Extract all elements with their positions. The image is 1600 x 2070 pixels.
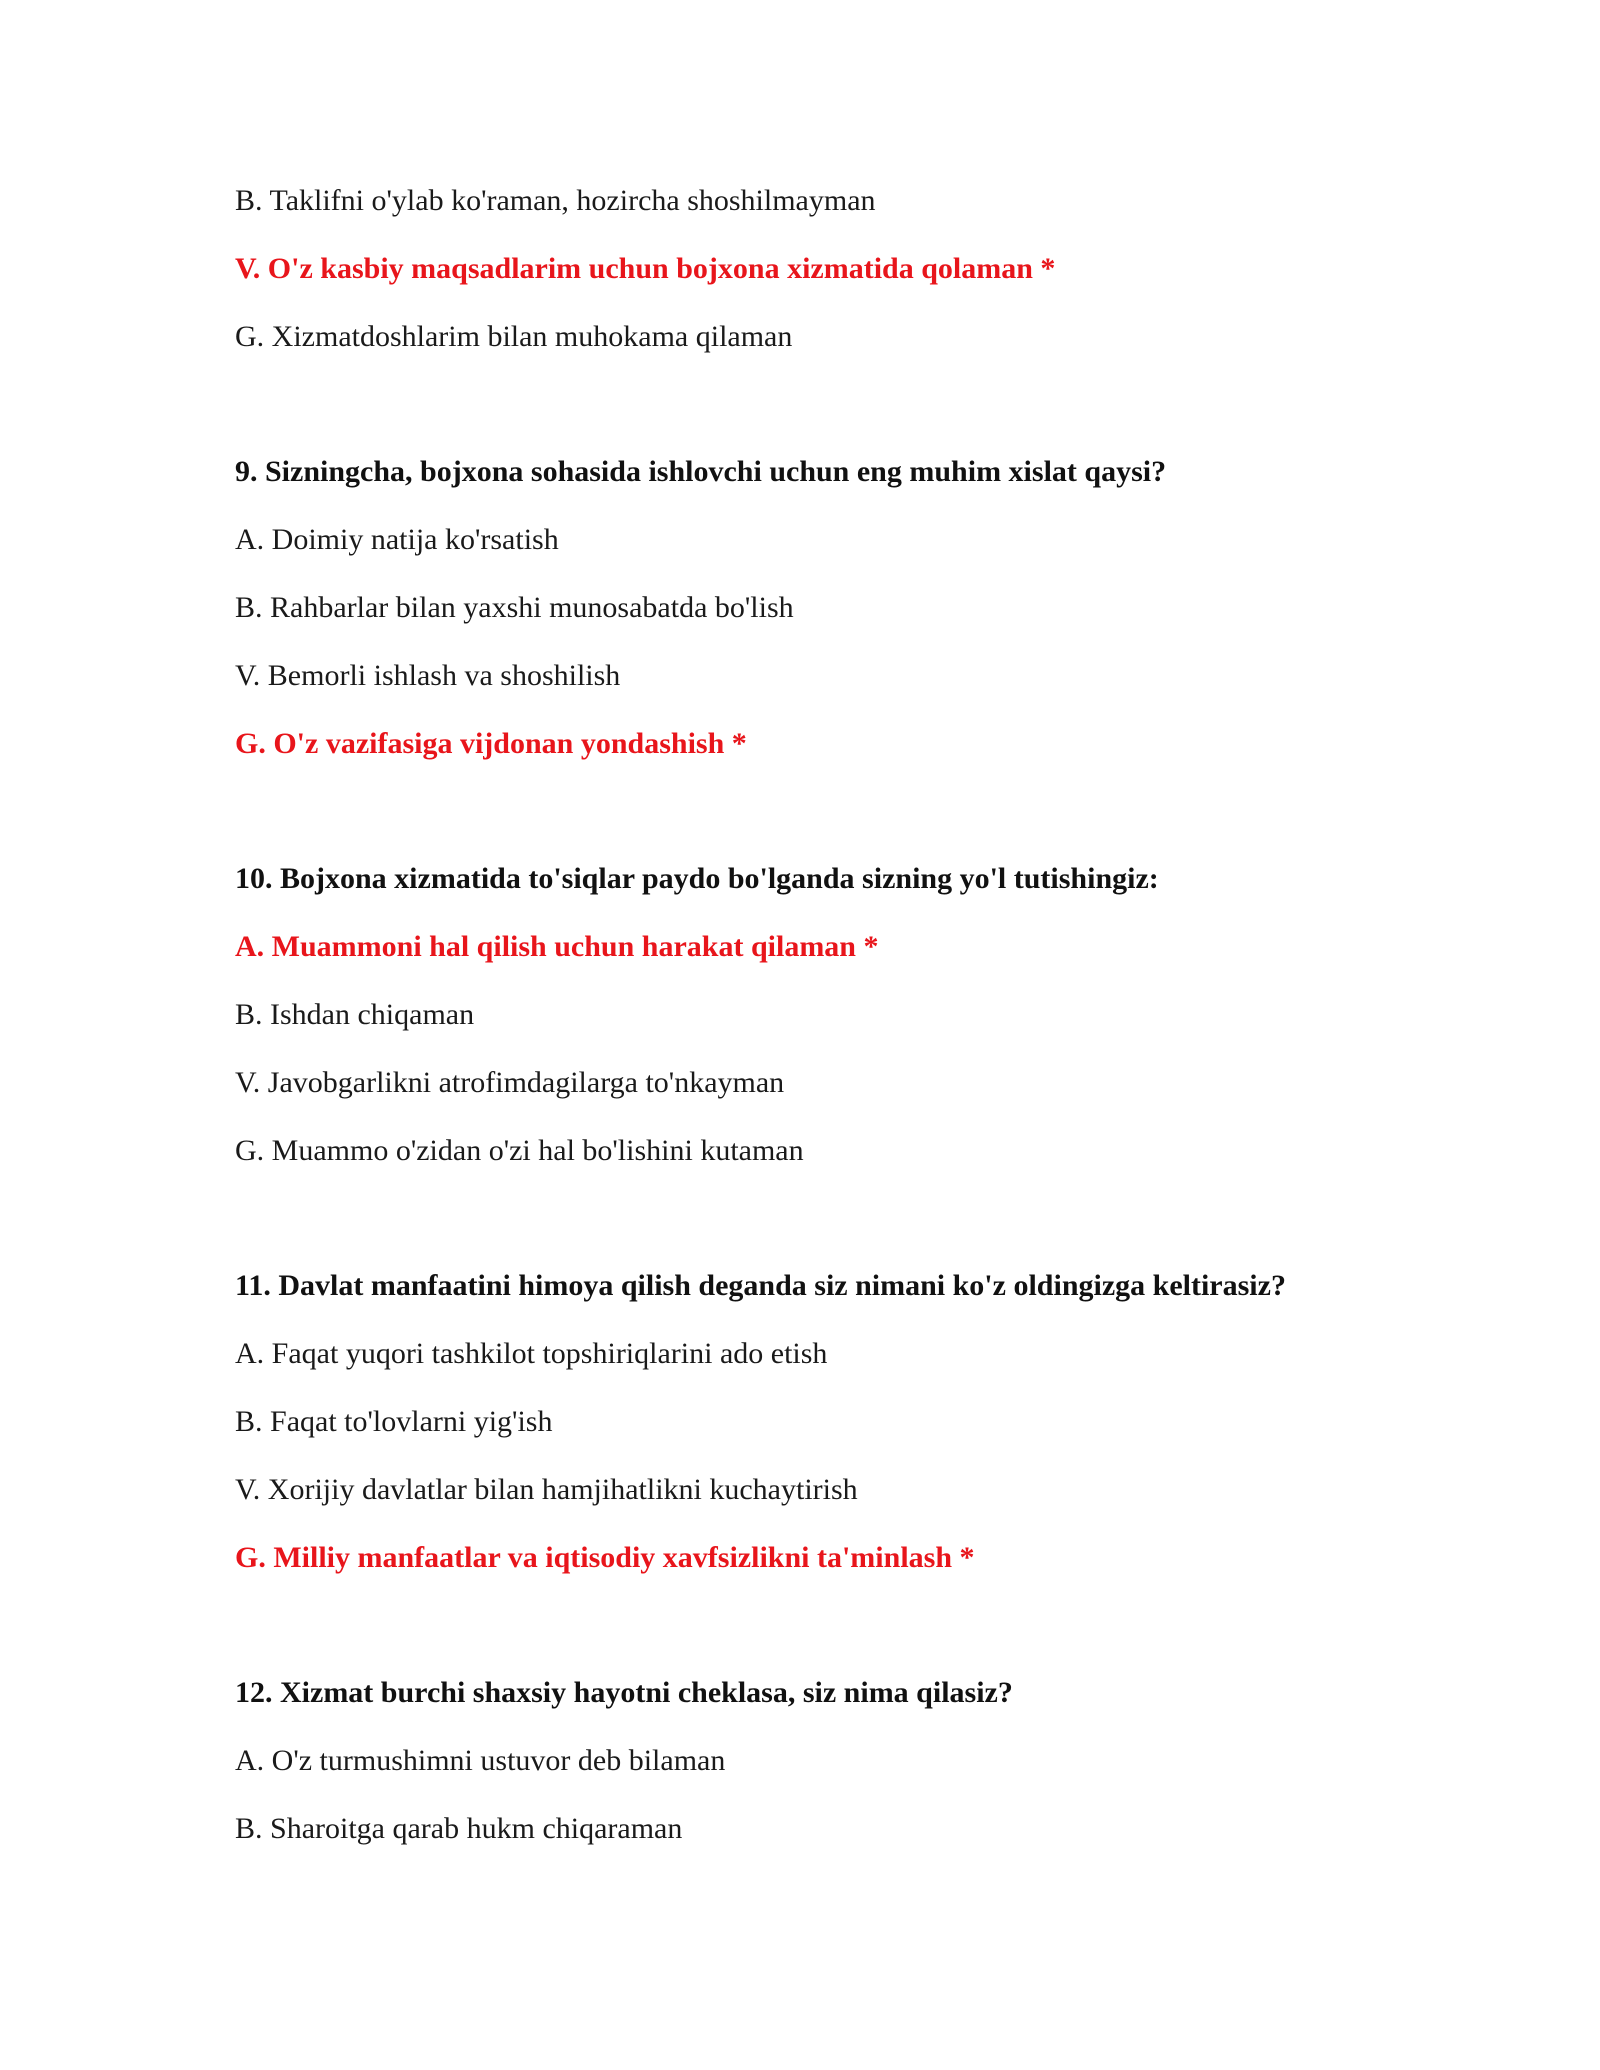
spacer bbox=[235, 793, 1415, 860]
option-g-correct: G. O'z vazifasiga vijdonan yondashish * bbox=[235, 727, 747, 760]
option-a-correct: A. Muammoni hal qilish uchun harakat qilaman * bbox=[235, 930, 879, 963]
spacer bbox=[235, 1200, 1415, 1267]
option-b: B. Sharoitga qarab hukm chiqaraman bbox=[235, 1812, 683, 1845]
option-g: G. Xizmatdoshlarim bilan muhokama qilaman bbox=[235, 320, 793, 353]
option-a: A. O'z turmushimni ustuvor deb bilaman bbox=[235, 1744, 726, 1777]
option-v: V. Bemorli ishlash va shoshilish bbox=[235, 659, 621, 692]
question-block-8-continued bbox=[235, 182, 1415, 356]
option-g: G. Muammo o'zidan o'zi hal bo'lishini kutaman bbox=[235, 1134, 804, 1167]
option-b: B. Rahbarlar bilan yaxshi munosabatda bo'lish bbox=[235, 591, 794, 624]
quiz-content bbox=[235, 182, 1415, 1878]
option-a: A. Doimiy natija ko'rsatish bbox=[235, 523, 559, 556]
question-block-9 bbox=[235, 453, 1415, 763]
question-text: 12. Xizmat burchi shaxsiy hayotni cheklasa, siz nima qilasiz? bbox=[235, 1676, 1013, 1709]
option-b: B. Taklifni o'ylab ko'raman, hozircha shoshilmayman bbox=[235, 184, 876, 217]
option-g-correct: G. Milliy manfaatlar va iqtisodiy xavfsizlikni ta'minlash * bbox=[235, 1541, 975, 1574]
option-b: B. Ishdan chiqaman bbox=[235, 998, 475, 1031]
option-a: A. Faqat yuqori tashkilot topshiriqlarini ado etish bbox=[235, 1337, 828, 1370]
spacer bbox=[235, 1607, 1415, 1674]
question-text: 9. Sizningcha, bojxona sohasida ishlovchi uchun eng muhim xislat qaysi? bbox=[235, 455, 1167, 488]
question-text: 10. Bojxona xizmatida to'siqlar paydo bo'lganda sizning yo'l tutishingiz: bbox=[235, 862, 1159, 895]
question-block-12 bbox=[235, 1674, 1415, 1848]
option-v-correct: V. O'z kasbiy maqsadlarim uchun bojxona xizmatida qolaman * bbox=[235, 252, 1056, 285]
question-block-11 bbox=[235, 1267, 1415, 1577]
option-v: V. Xorijiy davlatlar bilan hamjihatlikni kuchaytirish bbox=[235, 1473, 858, 1506]
option-v: V. Javobgarlikni atrofimdagilarga to'nkayman bbox=[235, 1066, 785, 1099]
option-b: B. Faqat to'lovlarni yig'ish bbox=[235, 1405, 553, 1438]
spacer bbox=[235, 386, 1415, 453]
question-text: 11. Davlat manfaatini himoya qilish deganda siz nimani ko'z oldingizga keltirasiz? bbox=[235, 1269, 1286, 1302]
question-block-10 bbox=[235, 860, 1415, 1170]
